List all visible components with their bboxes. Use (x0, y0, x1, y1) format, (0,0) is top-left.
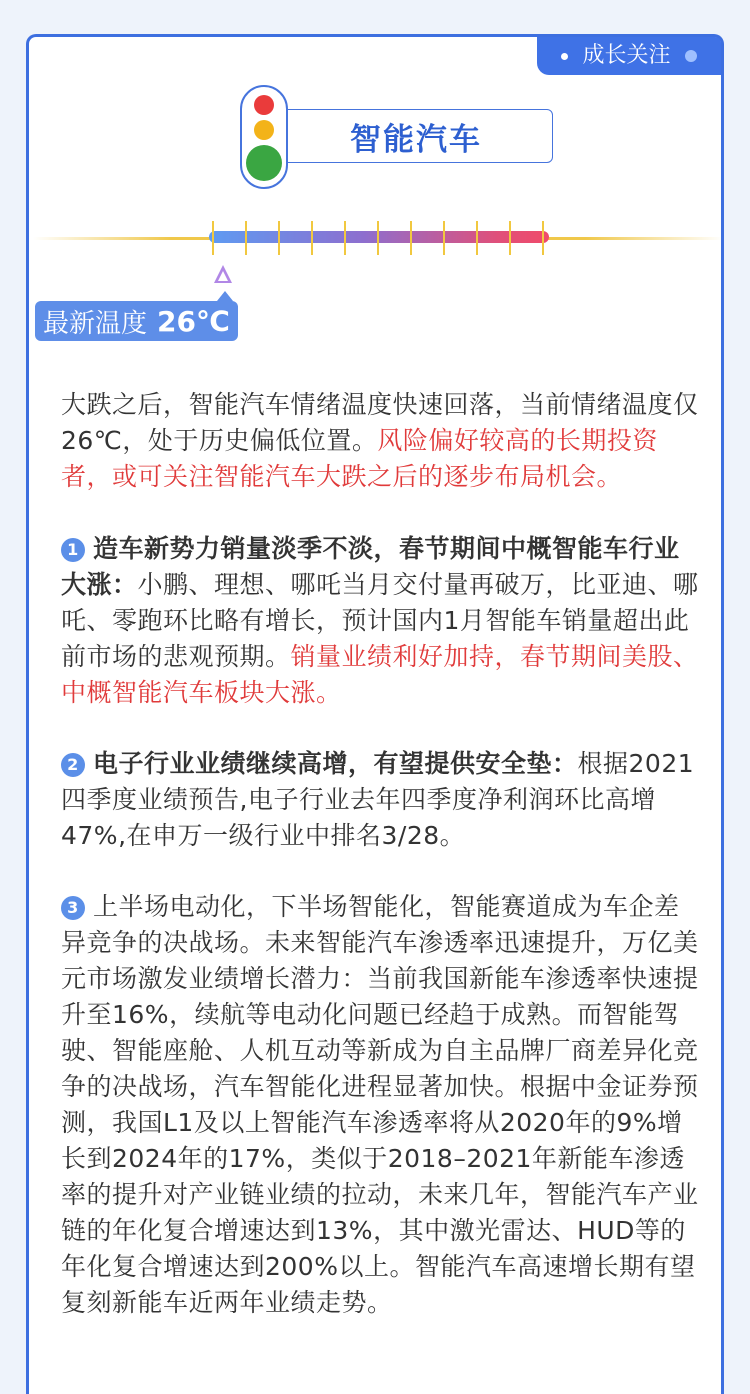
page-title: 智能汽车 (279, 109, 553, 163)
intro-paragraph (61, 387, 701, 495)
intro-text: 大跌之后，智能汽车情绪温度快速回落，当前情绪温度仅26℃，处于历史偏低位置。 (61, 390, 699, 455)
section-1 (61, 531, 701, 711)
thermometer-tick (410, 221, 412, 255)
section-body: 小鹏、理想、哪吒当月交付量再破万，比亚迪、哪吒、零跑环比略有增长，预计国内1月智能车销量超出此前市场的悲观预期。 (61, 570, 699, 671)
temperature-label: 最新温度 (43, 308, 148, 339)
number-badge-icon: 3 (61, 896, 85, 920)
temperature-value: 26℃ (157, 304, 230, 338)
section-heading: 造车新势力销量淡季不淡，春节期间中概智能车行业大涨： (61, 534, 680, 599)
section-body: 上半场电动化，下半场智能化，智能赛道成为车企差异竞争的决战场。未来智能汽车渗透率迅速提升，万亿美元市场激发业绩增长潜力：当前我国新能车渗透率快速提升至16%，续航等电动化问题已经趋于成熟。而智能驾驶、智能座舱、人机互动等新成为自主品牌厂商差异化竞争的决战场，汽车智能化进程显著加快。根据中金证券预测，我国L1及以上智能汽车渗透率将从2020年的9%增长到2024年的17%，类似于2018–2021年新能车渗透率的提升对产业链业绩的拉动，未来几年，智能汽车产业链的年化复合增速达到13%，其中激光雷达、HUD等的年化复合增速达到200%以上。智能汽车高速增长期有望复刻新能车近两年业绩走势。 (61, 892, 699, 1317)
yellow-light (254, 120, 274, 140)
number-badge-icon: 1 (61, 538, 85, 562)
section-2 (61, 746, 701, 854)
section-heading: 电子行业业绩继续高增，有望提供安全垫： (93, 749, 578, 778)
number-badge-icon: 2 (61, 753, 85, 777)
dot-icon (561, 53, 568, 60)
section-body: 根据2021四季度业绩预告,电子行业去年四季度净利润环比高增47%,在申万一级行业中排名3/28。 (61, 749, 695, 850)
thermometer-tick (212, 221, 214, 255)
thermometer-tick (245, 221, 247, 255)
intro-highlight: 风险偏好较高的长期投资者，或可关注智能汽车大跌之后的逐步布局机会。 (61, 426, 658, 491)
red-light (254, 95, 274, 115)
thermometer-tick (344, 221, 346, 255)
section-3 (61, 889, 701, 1321)
thermometer-tick (311, 221, 313, 255)
temperature-marker-inner (218, 271, 228, 281)
thermometer-tick (542, 221, 544, 255)
thermometer-bar (209, 231, 549, 243)
traffic-light-icon (240, 85, 288, 189)
section-highlight: 销量业绩利好加持，春节期间美股、中概智能汽车板块大涨。 (61, 642, 699, 707)
thermometer-tick (278, 221, 280, 255)
article-card (26, 34, 724, 1394)
category-tag[interactable] (537, 37, 721, 75)
category-tag-label: 成长关注 (582, 43, 671, 68)
green-light (246, 145, 282, 181)
thermometer-tick (509, 221, 511, 255)
temperature-badge (35, 301, 238, 341)
dot-icon (685, 50, 697, 62)
thermometer-tick (377, 221, 379, 255)
thermometer-tick (476, 221, 478, 255)
thermometer-tick (443, 221, 445, 255)
